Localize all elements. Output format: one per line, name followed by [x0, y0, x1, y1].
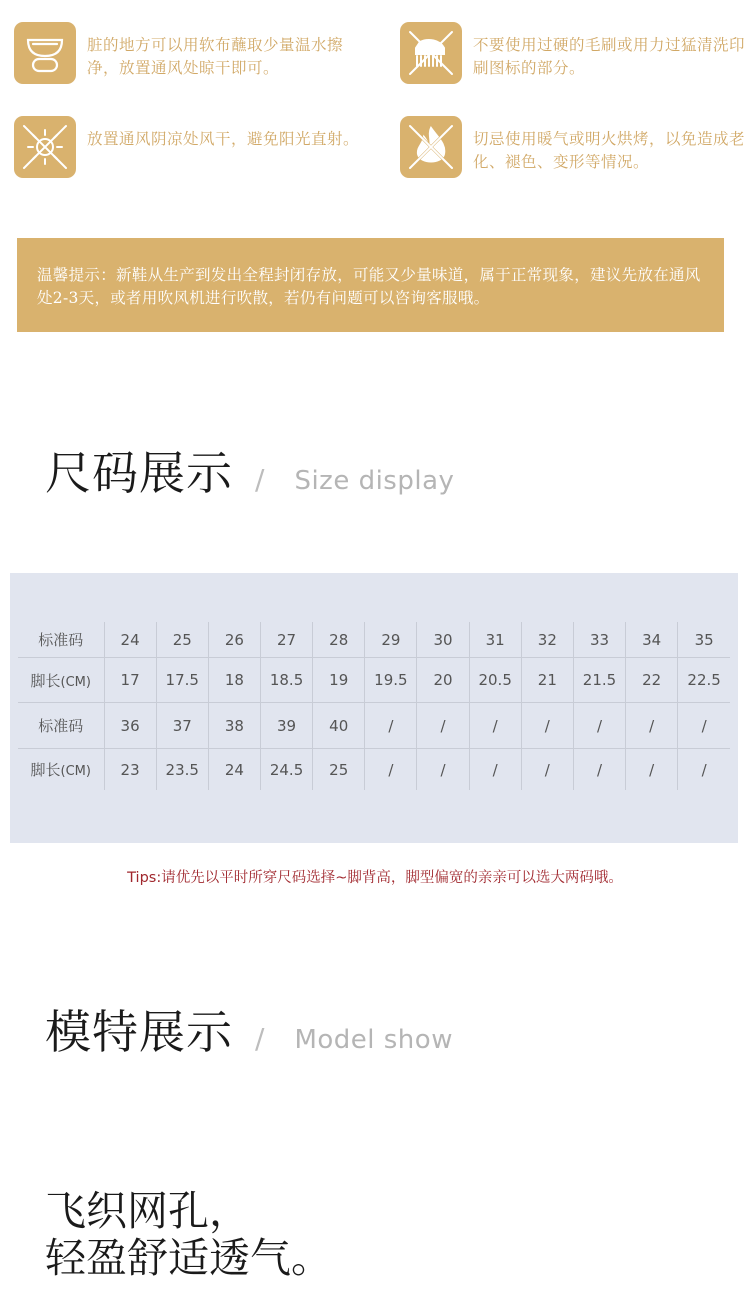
table-cell: / [469, 749, 521, 791]
table-cell: 22.5 [678, 658, 730, 703]
care-text-sun: 放置通风阴凉处风干，避免阳光直射。 [87, 130, 360, 148]
care-text-brush: 不要使用过硬的毛刷或用力过猛清洗印刷图标的部分。 [473, 36, 746, 77]
title-divider: / [255, 463, 265, 496]
no-sun-icon [14, 116, 76, 178]
table-cell: 24.5 [260, 749, 312, 791]
table-cell: / [521, 703, 573, 749]
table-cell: / [626, 749, 678, 791]
table-cell: 40 [313, 703, 365, 749]
table-cell: 26 [208, 622, 260, 658]
table-cell: / [417, 703, 469, 749]
care-text-fire: 切忌使用暖气或明火烘烤，以免造成老化、褪色、变形等情况。 [473, 130, 746, 171]
table-cell: / [678, 703, 730, 749]
table-cell: 30 [417, 622, 469, 658]
slogan-line-2: 轻盈舒适透气。 [45, 1234, 332, 1282]
table-cell: 33 [573, 622, 625, 658]
table-cell: 18 [208, 658, 260, 703]
size-title-cn: 尺码展示 [45, 446, 233, 500]
table-cell: 19 [313, 658, 365, 703]
table-cell: 25 [313, 749, 365, 791]
table-row [18, 703, 730, 749]
table-cell: / [521, 749, 573, 791]
no-fire-icon [400, 116, 462, 178]
size-title-en: Size display [294, 466, 455, 496]
size-chart-panel [10, 573, 738, 843]
row-label [18, 658, 104, 703]
table-cell: 17 [104, 658, 156, 703]
table-row [18, 749, 730, 791]
no-brush-icon [400, 22, 462, 84]
model-section-title [45, 996, 453, 1062]
table-cell: 21.5 [573, 658, 625, 703]
table-cell: 35 [678, 622, 730, 658]
table-cell: 17.5 [156, 658, 208, 703]
row-label-text: 脚长 [30, 761, 61, 779]
size-section-title [45, 437, 454, 503]
care-item-wash [14, 22, 369, 84]
notice-banner: 温馨提示：新鞋从生产到发出全程封闭存放，可能又少量味道，属于正常现象，建议先放在通风处2-3天，或者用吹风机进行吹散，若仍有问题可以咨询客服哦。 [17, 238, 724, 332]
table-cell: / [469, 703, 521, 749]
row-unit: (CM) [60, 764, 91, 779]
table-cell: 28 [313, 622, 365, 658]
care-item-sun [14, 116, 369, 178]
size-table [18, 622, 730, 790]
care-text-wash: 脏的地方可以用软布蘸取少量温水擦净，放置通风处晾干即可。 [87, 36, 344, 77]
row-label [18, 749, 104, 791]
care-item-brush [400, 22, 750, 84]
title-divider: / [255, 1022, 265, 1055]
table-cell: / [365, 703, 417, 749]
table-cell: 20.5 [469, 658, 521, 703]
table-cell: 20 [417, 658, 469, 703]
model-title-en: Model show [294, 1025, 453, 1055]
table-cell: 21 [521, 658, 573, 703]
table-cell: 31 [469, 622, 521, 658]
model-title-cn: 模特展示 [45, 1005, 233, 1059]
table-cell: / [417, 749, 469, 791]
row-label-text: 标准码 [38, 717, 84, 735]
table-cell: 39 [260, 703, 312, 749]
table-cell: 19.5 [365, 658, 417, 703]
size-tips: Tips:请优先以平时所穿尺码选择~脚背高，脚型偏宽的亲亲可以选大两码哦。 [127, 870, 623, 886]
washing-bowl-icon [14, 22, 76, 84]
table-cell: 37 [156, 703, 208, 749]
row-label [18, 622, 104, 658]
table-cell: 23 [104, 749, 156, 791]
table-cell: 36 [104, 703, 156, 749]
table-cell: 24 [104, 622, 156, 658]
care-item-fire [400, 116, 750, 178]
row-label-text: 脚长 [30, 671, 61, 690]
table-row [18, 622, 730, 658]
slogan-line-1: 飞织网孔， [45, 1187, 250, 1235]
table-cell: 25 [156, 622, 208, 658]
table-row [18, 658, 730, 703]
table-cell: / [626, 703, 678, 749]
table-cell: 29 [365, 622, 417, 658]
table-cell: 27 [260, 622, 312, 658]
table-cell: 32 [521, 622, 573, 658]
table-cell: 34 [626, 622, 678, 658]
table-cell: / [573, 749, 625, 791]
table-cell: / [573, 703, 625, 749]
table-cell: 22 [626, 658, 678, 703]
product-slogan [45, 1188, 332, 1282]
table-cell: 23.5 [156, 749, 208, 791]
table-cell: 38 [208, 703, 260, 749]
row-label-text: 标准码 [38, 631, 84, 649]
row-label [18, 703, 104, 749]
table-cell: 24 [208, 749, 260, 791]
table-cell: / [678, 749, 730, 791]
table-cell: 18.5 [260, 658, 312, 703]
table-cell: / [365, 749, 417, 791]
row-unit: (CM) [60, 674, 91, 690]
